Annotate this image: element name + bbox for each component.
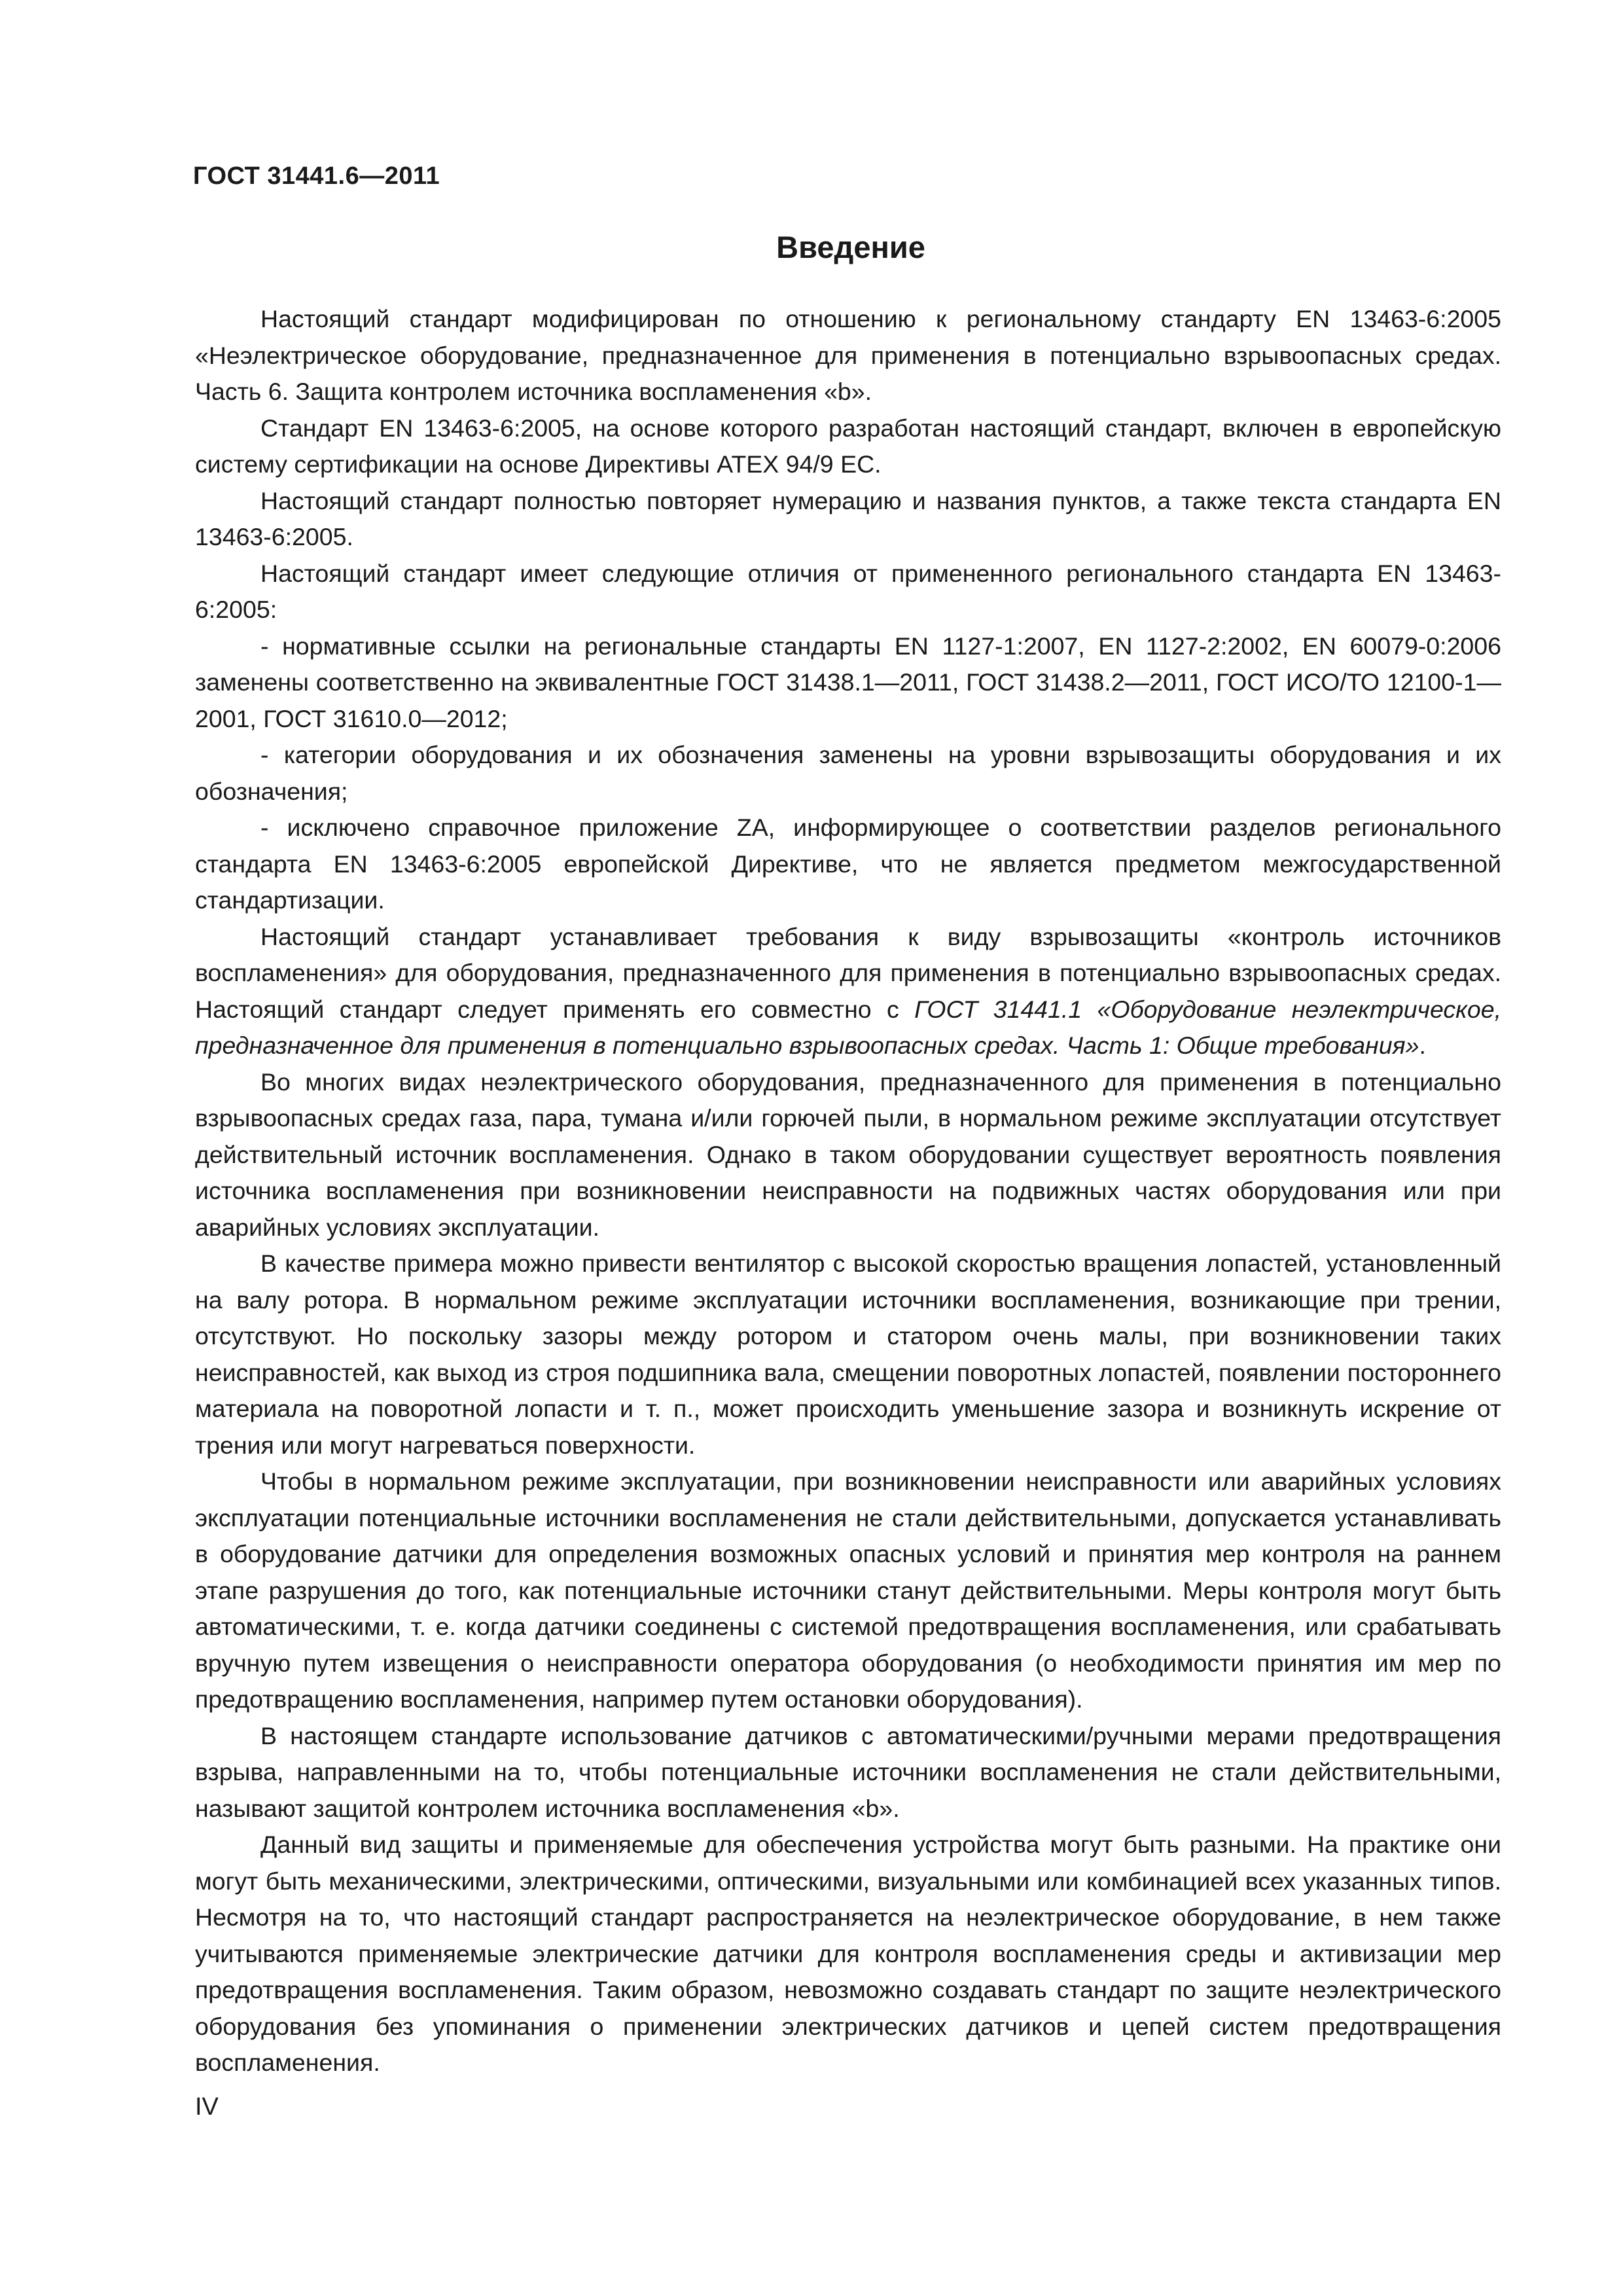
- list-item: - нормативные ссылки на региональные стандарты EN 1127-1:2007, EN 1127-2:2002, EN 60079-0:2006 заменены соответственно на эквивалентные ГОСТ 31438.1—2011, ГОСТ 31438.2—2011, ГОСТ ИСО/ТО 12100-1—2001, ГОСТ 31610.0—2012;: [195, 632, 1501, 732]
- paragraph-with-reference: [195, 919, 1501, 1064]
- section-title: Введение: [776, 230, 925, 264]
- paragraph: Данный вид защиты и применяемые для обеспечения устройства могут быть разными. На практике они могут быть механическими, электрическими, оптическими, визуальными или комбинацией всех указанных типов. Несмотря на то, что настоящий стандарт распространяется на неэлектрическое оборудование, в нем также учитываются применяемые электрические датчики для контроля воспламенения среды и активизации мер предотвращения воспламенения. Таким образом, невозможно создавать стандарт по защите неэлектрического оборудования без упоминания о применении электрических датчиков и цепей систем предотвращения воспламенения.: [195, 1831, 1501, 2076]
- paragraph: Настоящий стандарт полностью повторяет нумерацию и названия пунктов, а также текста стандарта EN 13463-6:2005.: [195, 486, 1501, 550]
- paragraph: Настоящий стандарт имеет следующие отличия от примененного регионального стандарта EN 13463-6:2005:: [195, 559, 1501, 623]
- paragraph-text: .: [1419, 1031, 1426, 1059]
- paragraph: Настоящий стандарт модифицирован по отношению к региональному стандарту EN 13463-6:2005 «Неэлектрическое оборудование, предназначенное для применения в потенциально взрывоопасных средах. Часть 6. Защита контролем источника воспламенения «b».: [195, 305, 1501, 405]
- paragraph: Чтобы в нормальном режиме эксплуатации, при возникновении неисправности или аварийных условиях эксплуатации потенциальные источники воспламенения не стали действительными, допускается устанавливать в оборудование датчики для определения возможных опасных условий и принятия мер контроля на раннем этапе разрушения до того, как потенциальные источники станут действительными. Меры контроля могут быть автоматическими, т. е. когда датчики соединены с системой предотвращения воспламенения, или срабатывать вручную путем извещения о неисправности оператора оборудования (о необходимости принятия им мер по предотвращению воспламенения, например путем остановки оборудования).: [195, 1467, 1501, 1713]
- list-item: - исключено справочное приложение ZA, информирующее о соответствии разделов регионального стандарта EN 13463-6:2005 европейской Директиве, что не является предметом межгосударственной стандартизации.: [195, 814, 1501, 914]
- paragraph: Во многих видах неэлектрического оборудования, предназначенного для применения в потенциально взрывоопасных средах газа, пара, тумана и/или горючей пыли, в нормальном режиме эксплуатации отсутствует действительный источник воспламенения. Однако в таком оборудовании существует вероятность появления источника воспламенения при возникновении неисправности на подвижных частях оборудования или при аварийных условиях эксплуатации.: [195, 1067, 1501, 1241]
- list-item: - категории оборудования и их обозначения заменены на уровни взрывозащиты оборудования и их обозначения;: [195, 741, 1501, 805]
- paragraph: Стандарт EN 13463-6:2005, на основе которого разработан настоящий стандарт, включен в европейскую систему сертификации на основе Директивы ATEX 94/9 ЕС.: [195, 414, 1501, 478]
- standard-reference: ГОСТ 31441.1 «Оборудование неэлектрическое, предназначенное для применения в потенциально взрывоопасных средах. Часть 1: Общие требования»: [195, 995, 1501, 1059]
- paragraph: В настоящем стандарте использование датчиков с автоматическими/ручными мерами предотвращения взрыва, направленными на то, чтобы потенциальные источники воспламенения не стали действительными, называют защитой контролем источника воспламенения «b».: [195, 1721, 1501, 1822]
- page-number: IV: [195, 2093, 219, 2121]
- paragraph: В качестве примера можно привести вентилятор с высокой скоростью вращения лопастей, установленный на валу ротора. В нормальном режиме эксплуатации источники воспламенения, возникающие при трении, отсутствуют. Но поскольку зазоры между ротором и статором очень малы, при возникновении таких неисправностей, как выход из строя подшипника вала, смещении поворотных лопастей, появлении постороннего материала на поворотной лопасти и т. п., может происходить уменьшение зазора и возникнуть искрение от трения или могут нагреваться поверхности.: [195, 1249, 1501, 1459]
- section-body: [195, 301, 1501, 2081]
- paragraph-text: Настоящий стандарт устанавливает требования к виду взрывозащиты «контроль источников воспламенения» для оборудования, предназначенного для применения в потенциально взрывоопасных средах. Настоящий стандарт следует применять его совместно с: [195, 922, 1501, 1023]
- document-code-header: ГОСТ 31441.6—2011: [193, 162, 440, 190]
